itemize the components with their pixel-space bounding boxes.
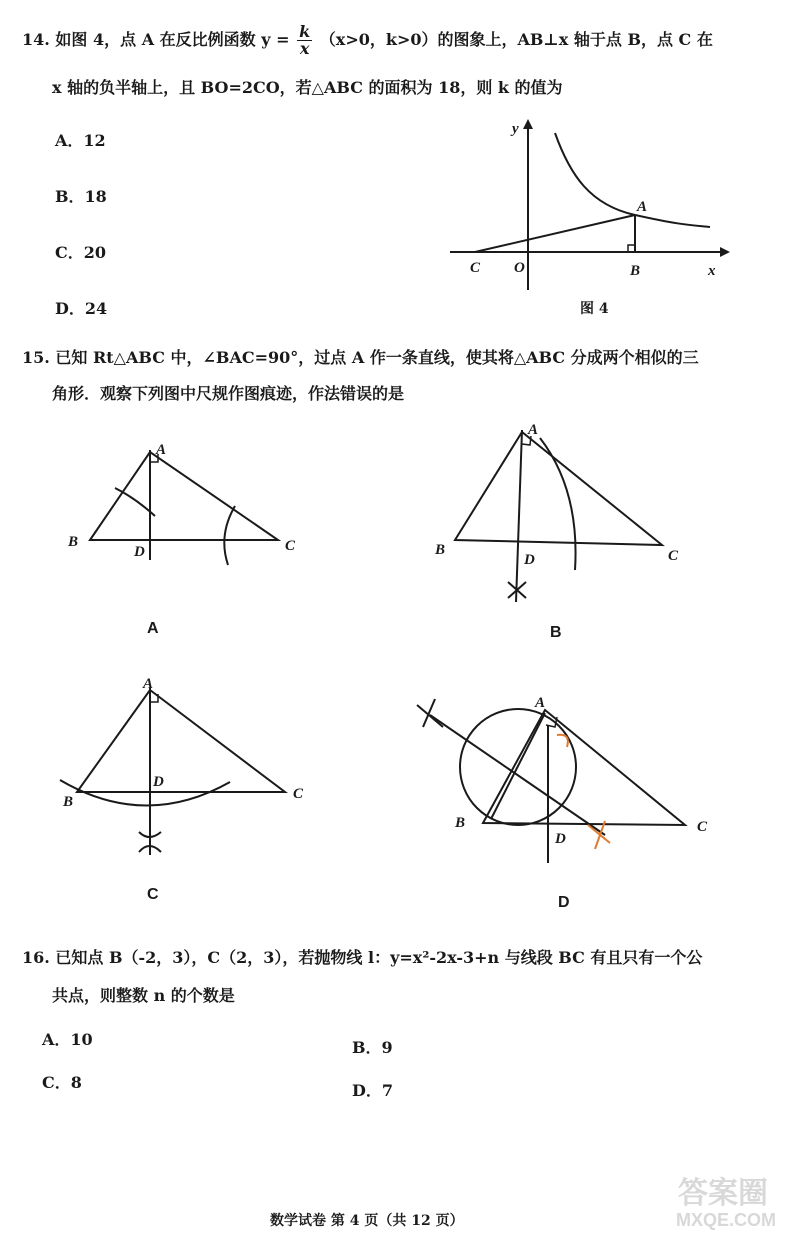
label-a: A bbox=[637, 199, 648, 215]
label-x: x bbox=[708, 263, 716, 279]
q16-line1 bbox=[22, 948, 702, 968]
right-angle-mark bbox=[628, 245, 635, 252]
q15-line2: 角形．观察下列图中尺规作图痕迹，作法错误的是 bbox=[52, 384, 405, 403]
q15-number: 15. bbox=[22, 348, 50, 367]
fig-d-label-c: C bbox=[697, 819, 708, 835]
q15-line1 bbox=[22, 348, 699, 368]
q16-line2: 共点，则整数 n 的个数是 bbox=[52, 986, 235, 1005]
q16-option-b: B．9 bbox=[352, 1038, 393, 1057]
fig-c-label-a: A bbox=[143, 676, 154, 692]
q15-text-1: 已知 Rt△ABC 中，∠BAC=90°，过点 A 作一条直线，使其将△ABC 分成两个相似的三 bbox=[55, 348, 699, 367]
fig-b-label-b: B bbox=[435, 542, 446, 558]
label-b: B bbox=[630, 263, 641, 279]
q14-line2: x 轴的负半轴上，且 BO=2CO，若△ABC 的面积为 18，则 k 的值为 bbox=[52, 78, 563, 97]
q14-frac-num: k bbox=[299, 22, 311, 41]
q14-option-a: A．12 bbox=[55, 131, 106, 150]
fig-c-label-d: D bbox=[153, 774, 164, 790]
q14-option-d: D．24 bbox=[55, 299, 108, 318]
q14-stem-b: （x>0，k>0）的图象上，AB⊥x 轴于点 B，点 C 在 bbox=[319, 30, 713, 49]
q14-stem-a: 如图 4，点 A 在反比例函数 y = bbox=[55, 30, 290, 49]
segment-ca bbox=[475, 215, 635, 252]
q15-figure-b bbox=[430, 420, 690, 620]
q15-figure-a bbox=[60, 440, 320, 600]
label-c: C bbox=[470, 260, 481, 276]
y-axis-arrow bbox=[523, 119, 533, 129]
q15-figure-b-label: B bbox=[550, 624, 562, 641]
construction-arc bbox=[540, 438, 576, 570]
label-y: y bbox=[512, 121, 519, 137]
fig-a-label-d: D bbox=[134, 544, 145, 560]
q16-option-a: A．10 bbox=[42, 1030, 93, 1049]
fig-b-label-d: D bbox=[524, 552, 535, 568]
diameter-ba bbox=[491, 713, 545, 819]
q16-option-d: D．7 bbox=[352, 1081, 394, 1100]
fig-d-label-a: A bbox=[535, 695, 546, 711]
fig-b-label-a: A bbox=[528, 422, 539, 438]
fig-b-label-c: C bbox=[668, 548, 679, 564]
q14-fraction bbox=[297, 24, 312, 57]
q15-figure-d-label: D bbox=[558, 894, 570, 911]
hyperbola-curve bbox=[555, 133, 710, 227]
q16-text-1: 已知点 B（-2，3），C（2，3），若抛物线 l：y=x²-2x-3+n 与线段 BC 有且只有一个公 bbox=[55, 948, 703, 967]
triangle-abc bbox=[483, 710, 685, 825]
q14-line1 bbox=[22, 24, 713, 57]
fig-c-label-b: B bbox=[63, 794, 74, 810]
line-through-a bbox=[516, 430, 522, 602]
construction-arc-right bbox=[224, 506, 235, 565]
q14-option-c: C．20 bbox=[55, 243, 107, 262]
q16-number: 16. bbox=[22, 948, 50, 967]
q15-figure-c bbox=[55, 670, 325, 860]
fig-d-label-b: B bbox=[455, 815, 466, 831]
q15-figure-a-label: A bbox=[147, 620, 159, 637]
q14-figure-caption: 图 4 bbox=[580, 301, 609, 317]
q14-frac-den: x bbox=[299, 39, 310, 58]
x-axis-arrow bbox=[720, 247, 730, 257]
q14-number: 14. bbox=[22, 30, 50, 49]
triangle-abc bbox=[455, 432, 662, 545]
fig-a-label-c: C bbox=[285, 538, 296, 554]
fig-c-label-c: C bbox=[293, 786, 304, 802]
label-o: O bbox=[514, 260, 525, 276]
q16-option-c: C．8 bbox=[42, 1073, 82, 1092]
triangle-abc bbox=[77, 690, 285, 792]
watermark-top: 答案圈 bbox=[678, 1177, 768, 1210]
triangle-abc bbox=[90, 452, 278, 540]
q15-figure-c-label: C bbox=[147, 886, 159, 903]
fig-a-label-a: A bbox=[156, 442, 167, 458]
page-footer: 数学试卷 第 4 页（共 12 页） bbox=[270, 1213, 464, 1229]
q14-option-b: B．18 bbox=[55, 187, 107, 206]
watermark-bottom: MXQE.COM bbox=[676, 1210, 777, 1230]
annotation-tick bbox=[557, 735, 568, 747]
fig-a-label-b: B bbox=[68, 534, 79, 550]
q15-figure-d bbox=[405, 685, 725, 885]
q14-figure bbox=[440, 115, 740, 325]
fig-d-label-d: D bbox=[555, 831, 566, 847]
cross-mark-2 bbox=[423, 699, 435, 727]
